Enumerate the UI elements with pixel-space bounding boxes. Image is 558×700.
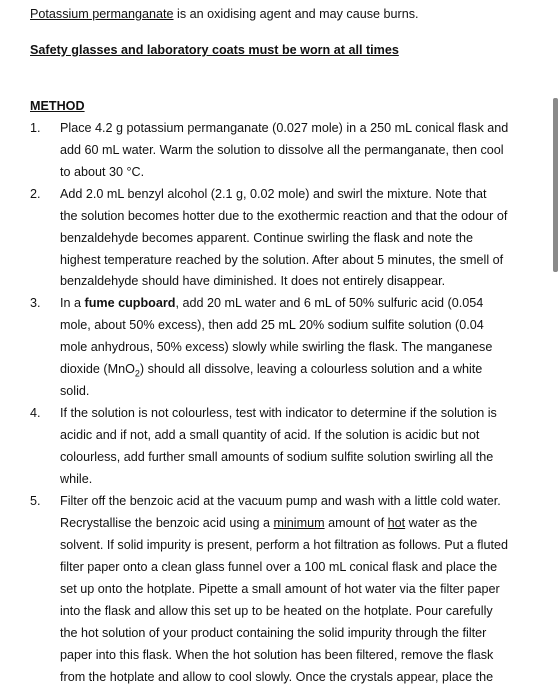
step-line: while. xyxy=(60,472,93,486)
step-line: Place 4.2 g potassium permanganate (0.027 mole) in a 250 mL conical flask and xyxy=(60,121,509,135)
step-number: 4. xyxy=(30,406,41,420)
minimum-term: minimum xyxy=(273,516,325,530)
step-number: 5. xyxy=(30,494,41,508)
step-line: from the hotplate and allow to cool slowly. Once the crystals appear, place the xyxy=(60,670,494,684)
step-line: benzaldehyde becomes apparent. Continue swirling the flask and note the xyxy=(60,231,474,245)
step-line: highest temperature reached by the solution. After about 5 minutes, the smell of xyxy=(60,253,504,267)
text-run: , add 20 mL water and 6 mL of 50% sulfuric acid (0.054 xyxy=(175,296,484,310)
text-run: amount of xyxy=(324,516,388,530)
step-line: benzaldehyde should have diminished. It does not entirely disappear. xyxy=(60,274,446,288)
safety-notice: Safety glasses and laboratory coats must be worn at all times xyxy=(30,43,399,57)
step-line: solvent. If solid impurity is present, perform a hot filtration as follows. Put a fluted xyxy=(60,538,508,552)
fume-cupboard-term: fume cupboard xyxy=(84,296,176,310)
text-run: In a xyxy=(60,296,85,310)
method-heading: METHOD xyxy=(30,99,85,113)
step-line: add 60 mL water. Warm the solution to dissolve all the permanganate, then cool xyxy=(60,143,504,157)
step-line: solid. xyxy=(60,384,90,398)
text-run: Recrystallise the benzoic acid using a xyxy=(60,516,274,530)
text-run: ) should all dissolve, leaving a colourless solution and a white xyxy=(139,362,483,376)
step-line: the hot solution of your product containing the solid impurity through the filter xyxy=(60,626,487,640)
step-line: to about 30 °C. xyxy=(60,165,145,179)
subscript: 2 xyxy=(134,368,140,379)
scrollbar-thumb[interactable] xyxy=(553,98,558,272)
step-number: 3. xyxy=(30,296,41,310)
step-line xyxy=(60,295,483,311)
step-line: set up onto the hotplate. Pipette a small amount of hot water via the filter paper xyxy=(60,582,500,596)
step-line: filter paper onto a clean glass funnel over a 100 mL conical flask and place the xyxy=(60,560,498,574)
step-line: colourless, add further small amounts of sodium sulfite solution swirling all the xyxy=(60,450,494,464)
warning-term: Potassium permanganate xyxy=(30,7,174,21)
step-line xyxy=(60,515,477,531)
step-line: into the flask and allow this set up to be heated on the hotplate. Pour carefully xyxy=(60,604,493,618)
text-run: dioxide (MnO xyxy=(60,362,135,376)
hot-term: hot xyxy=(387,516,406,530)
step-line: paper into this flask. When the hot solution has been filtered, remove the flask xyxy=(60,648,494,662)
step-line: Add 2.0 mL benzyl alcohol (2.1 g, 0.02 mole) and swirl the mixture. Note that xyxy=(60,187,487,201)
step-line: acidic and if not, add a small quantity of acid. If the solution is acidic but not xyxy=(60,428,480,442)
warning-line xyxy=(30,6,419,22)
warning-rest: is an oxidising agent and may cause burns. xyxy=(173,7,419,21)
step-number: 2. xyxy=(30,187,41,201)
step-number: 1. xyxy=(30,121,41,135)
step-line xyxy=(60,361,482,382)
text-run: water as the xyxy=(405,516,478,530)
step-line: Filter off the benzoic acid at the vacuum pump and wash with a little cold water. xyxy=(60,494,501,508)
step-line: If the solution is not colourless, test with indicator to determine if the solution is xyxy=(60,406,497,420)
step-line: mole anhydrous, 50% excess) slowly while swirling the flask. The manganese xyxy=(60,340,493,354)
step-line: mole, about 50% excess), then add 25 mL 20% sodium sulfite solution (0.04 xyxy=(60,318,484,332)
step-line: the solution becomes hotter due to the exothermic reaction and that the odour of xyxy=(60,209,508,223)
